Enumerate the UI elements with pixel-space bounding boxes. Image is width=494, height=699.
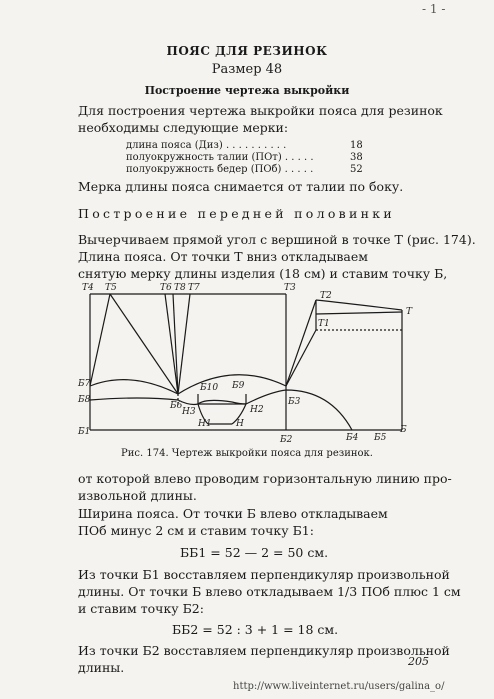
label-h2: Н2 bbox=[250, 405, 264, 415]
label-h1: Н1 bbox=[198, 419, 212, 429]
intro-line-2: необходимы следующие мерки: bbox=[78, 120, 289, 135]
para4-line-1: Из точки Б1 восставляем перпендикуляр произвольной bbox=[78, 567, 450, 582]
intro-line-1: Для построения чертежа выкройки пояса для резинок bbox=[78, 103, 443, 118]
label-b8: Б8 bbox=[78, 395, 91, 405]
para5-line-1: Из точки Б2 восставляем перпендикуляр произвольной bbox=[78, 643, 450, 658]
measurement-label: полуокружность бедер (ПОб) . . . . . bbox=[126, 164, 314, 175]
formula-1: ББ1 = 52 — 2 = 50 см. bbox=[180, 545, 329, 560]
size-label: Размер 48 bbox=[211, 62, 283, 77]
para1-line-2: Длина пояса. От точки Т вниз откладываем bbox=[78, 249, 368, 264]
figure-caption: Рис. 174. Чертеж выкройки пояса для резинок. bbox=[121, 448, 373, 459]
label-t7: Т7 bbox=[188, 283, 200, 293]
label-t6: Т6 bbox=[160, 283, 172, 293]
para3-line-1: Ширина пояса. От точки Б влево откладываем bbox=[78, 506, 388, 521]
section-heading: Построение передней половинки bbox=[78, 206, 396, 221]
label-t8: Т8 bbox=[174, 283, 186, 293]
page-title: ПОЯС ДЛЯ РЕЗИНОК bbox=[166, 44, 328, 58]
label-b4: Б4 bbox=[346, 433, 359, 443]
label-b1: Б1 bbox=[78, 427, 91, 437]
para1-line-1: Вычерчиваем прямой угол с вершиной в точке Т (рис. 174). bbox=[78, 232, 476, 247]
label-b2: Б2 bbox=[280, 435, 293, 445]
source-url[interactable]: http://www.liveinternet.ru/users/galina_o/ bbox=[233, 681, 445, 692]
measurement-label: полуокружность талии (ПОт) . . . . . bbox=[126, 152, 314, 163]
formula-2: ББ2 = 52 : 3 + 1 = 18 см. bbox=[172, 622, 339, 637]
label-t1: Т1 bbox=[318, 319, 330, 329]
label-b9: Б9 bbox=[232, 381, 245, 391]
label-b6: Б6 bbox=[170, 401, 183, 411]
label-t4: Т4 bbox=[82, 283, 94, 293]
measurement-value: 18 bbox=[350, 140, 363, 151]
para1-line-3: снятую мерку длины изделия (18 см) и ставим точку Б, bbox=[78, 266, 448, 281]
label-b10: Б10 bbox=[200, 383, 219, 393]
label-h3: Н3 bbox=[182, 407, 196, 417]
measurement-value: 52 bbox=[350, 164, 363, 175]
corner-mark: - 1 - bbox=[422, 2, 446, 16]
label-t3: Т3 bbox=[284, 283, 296, 293]
label-b: Б bbox=[400, 425, 407, 435]
para4-line-2: длины. От точки Б влево откладываем 1/3 ПОб плюс 1 см bbox=[78, 584, 461, 599]
measurement-value: 38 bbox=[350, 152, 363, 163]
label-b7: Б7 bbox=[78, 379, 91, 389]
page-number: 205 bbox=[408, 655, 429, 668]
label-t: Т bbox=[406, 307, 413, 317]
label-b3: Б3 bbox=[288, 397, 301, 407]
label-b5: Б5 bbox=[374, 433, 387, 443]
label-t2: Т2 bbox=[320, 291, 332, 301]
measurement-label: длина пояса (Диз) . . . . . . . . . . bbox=[126, 140, 287, 151]
para3-line-2: ПОб минус 2 см и ставим точку Б1: bbox=[78, 523, 314, 538]
para2-line-2: извольной длины. bbox=[78, 488, 197, 503]
label-h: Н bbox=[236, 419, 244, 429]
para4-line-3: и ставим точку Б2: bbox=[78, 601, 204, 616]
para5-line-2: длины. bbox=[78, 660, 125, 675]
subtitle: Построение чертежа выкройки bbox=[144, 84, 350, 97]
label-t5: Т5 bbox=[105, 283, 117, 293]
measure-note: Мерка длины пояса снимается от талии по боку. bbox=[78, 179, 404, 194]
para2-line-1: от которой влево проводим горизонтальную линию про- bbox=[78, 471, 452, 486]
